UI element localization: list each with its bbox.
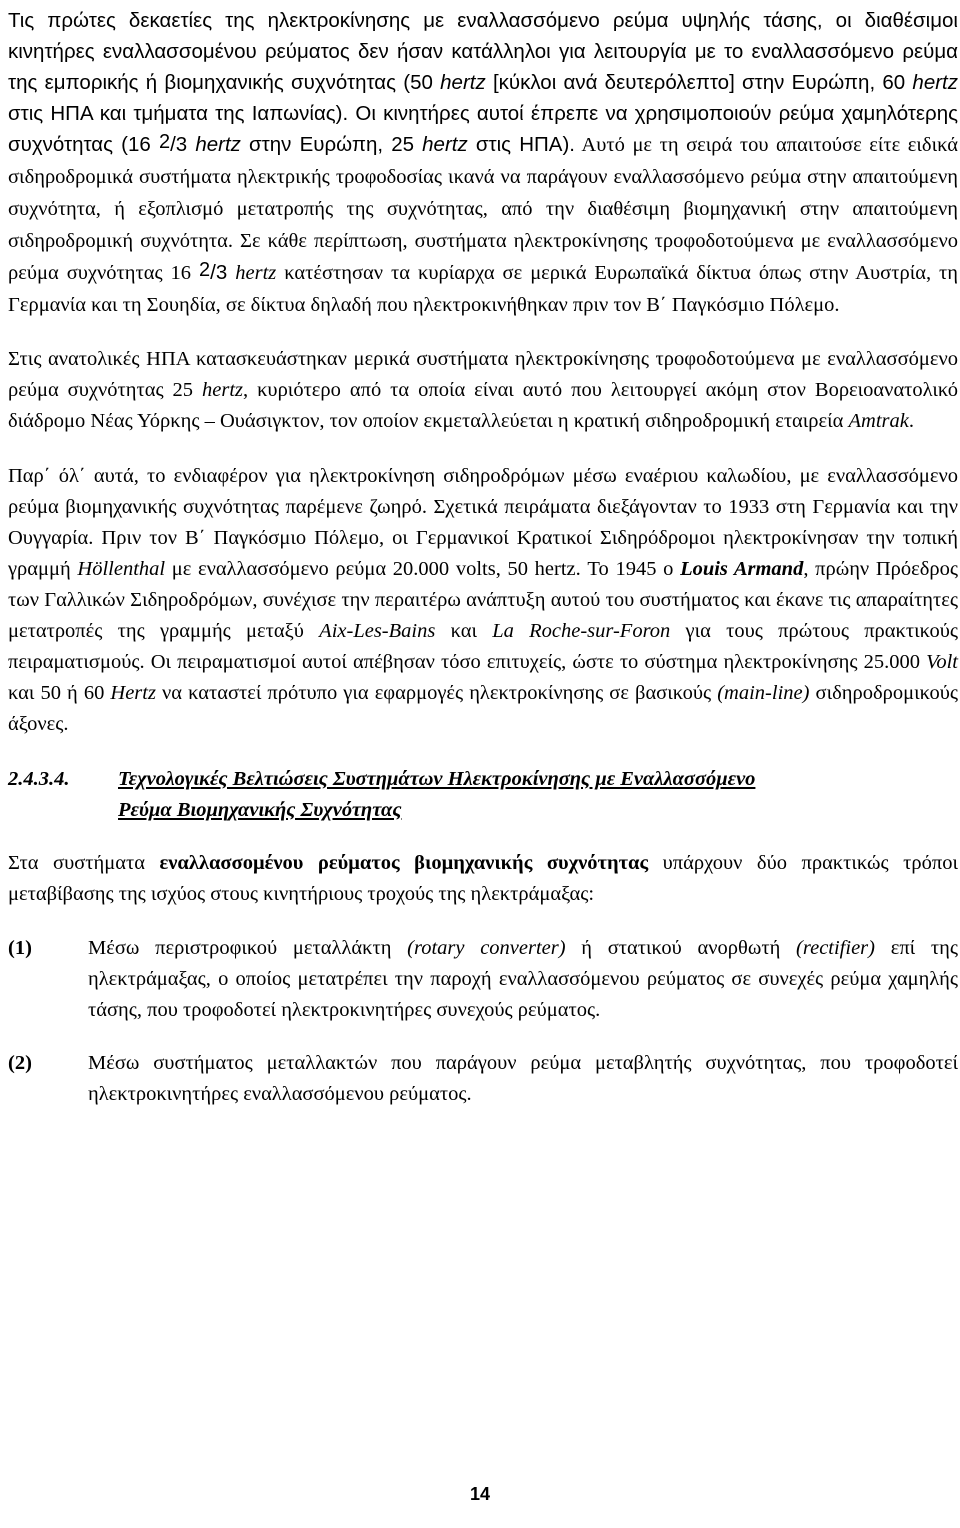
paragraph-eastern-usa [8, 344, 958, 437]
text-run: , πρώην Πρόεδρος των Γαλλικών Σιδηροδρόμων, συνέχισε την περαιτέρω ανάπτυξη αυτού του συστήματος και έκανε τις απαραίτητες μετατροπές της γραμμής μεταξύ [8, 558, 959, 642]
page-number: 14 [469, 1484, 491, 1504]
paragraph-transmission-methods [8, 848, 958, 910]
volt-term: Volt [926, 651, 958, 673]
text-run: Στις ανατολικές ΗΠΑ κατασκευάστηκαν μερικά συστήματα ηλεκτροκίνησης τροφοδοτούμενα με εναλλασσόμενο ρεύμα συχνότητας 25 [8, 348, 958, 401]
hertz-term: hertz [235, 262, 277, 284]
text-run: επί της ηλεκτράμαξας, ο οποίος μετατρέπει την παροχή εναλλασσόμενου ρεύματος σε συνεχές ρεύμα χαμηλής τάσης, που τροφοδοτεί ηλεκτροκινητήρες συνεχούς ρεύματος. [88, 937, 958, 1021]
list-item [8, 1048, 958, 1110]
fraction-denominator: /3 [170, 133, 188, 156]
text-run: Αυτό με τη σειρά του απαιτούσε είτε ειδικά σιδηροδρομικά συστήματα ηλεκτρικής τροφοδοσίας ικανά να παράγουν εναλλασσόμενο ρεύμα στην απαιτούμενη συχνότητα, ή εξοπλισμό μετατροπής της συχνότητας, από την διαθέσιμη βιομηχανική στην απαιτούμενη σιδηροδρομική συχνότητα. [8, 134, 958, 252]
rotary-converter-term: (rotary converter) [407, 937, 566, 959]
list-item-text [88, 933, 958, 1026]
text-run: στις ΗΠΑ). [467, 133, 575, 156]
text-run: Παρ΄ όλ΄ αυτά, το ενδιαφέρον για ηλεκτροκίνηση σιδηροδρόμων μέσω εναέριου καλωδίου, με εναλλασσόμενο ρεύμα βιομηχανικής συχνότητας παρέμενε ζωηρό. Σχετικά πειράματα διεξάγονταν το 1933 στη Γερμανία και την Ουγγαρία. Πριν τον Β΄ Παγκόσμιο Πόλεμο, οι Γερμανικοί Κρατικοί Σιδηρόδρομοι ηλεκτροκίνησαν την τοπική γραμμή [8, 465, 958, 580]
text-run: Τις πρώτες δεκαετίες της ηλεκτροκίνησης με εναλλασσόμενο ρεύμα υψηλής τάσης, οι διαθέσιμοι κινητήρες εναλλασσομένου ρεύματος δεν ήσαν κατάλληλοι για λειτουργία με το εναλλασσόμενο ρεύμα της εμπορικής ή βιομηχανικής συχνότητας (50 [8, 9, 958, 94]
fraction-numerator: 2 [199, 259, 211, 281]
text-run: . [908, 410, 915, 432]
text-run: στις ΗΠΑ και τμήματα της Ιαπωνίας). Οι κινητήρες αυτοί έπρεπε να χρησιμοποιούν ρεύμα χαμηλότερης συχνότητας (16 [8, 102, 958, 156]
text-run: [κύκλοι ανά δευτερόλεπτο] στην Ευρώπη, 60 [485, 71, 913, 94]
text-run: και [435, 620, 493, 642]
document-page [8, 0, 958, 1110]
list-item [8, 933, 958, 1026]
hertz-term: hertz [440, 71, 486, 94]
fraction-numerator: 2 [158, 131, 171, 153]
hertz-term: hertz [422, 133, 468, 156]
text-run: στην Ευρώπη, 25 [240, 133, 423, 156]
text-run: ή στατικού ανορθωτή [565, 937, 797, 959]
text-run: κατέστησαν τα κυρίαρχα σε μερικά Ευρωπαϊκά δίκτυα όπως στην Αυστρία, τη Γερμανία και τη Σουηδία, σε δίκτυα δηλαδή που ηλεκτροκινήθηκαν πριν τον Β΄ Παγκόσμιο Πόλεμο. [8, 262, 959, 316]
text-run: και 50 ή 60 [8, 682, 111, 704]
text-run: Στα συστήματα [8, 852, 160, 874]
hertz-term: hertz [195, 133, 241, 156]
text-run: , κυριότερο από τα οποία είναι αυτό που λειτουργεί ακόμη στον Βορειοανατολικό διάδρομο Νέας Υόρκης – Ουάσιγκτον, τον οποίον εκμεταλλεύεται η κρατική σιδηροδρομική εταιρεία [8, 379, 959, 432]
text-run: με εναλλασσόμενο ρεύμα 20.000 volts, 50 hertz. Το 1945 ο [165, 558, 681, 580]
hollenthal-term: Höllenthal [77, 558, 166, 580]
section-title-line1: Τεχνολογικές Βελτιώσεις Συστημάτων Ηλεκτροκίνησης με Εναλλασσόμενο [118, 768, 756, 790]
hertz-term: hertz [202, 379, 243, 401]
text-run: σιδηροδρομικούς άξονες. [8, 682, 958, 735]
text-run: υπάρχουν δύο πρακτικώς τρόποι μεταβίβασης της ισχύος στους κινητήριους τροχούς της ηλεκτράμαξας: [8, 852, 958, 905]
aix-les-bains-term: Aix-Les-Bains [319, 620, 436, 642]
paragraph-early-ac-electrification [8, 0, 958, 321]
section-title-line2: Ρεύμα Βιομηχανικής Συχνότητας [118, 799, 402, 821]
section-heading [8, 764, 958, 826]
amtrak-term: Amtrak [848, 410, 909, 432]
louis-armand-name: Louis Armand [680, 558, 804, 580]
la-roche-sur-foron-term: La Roche-sur-Foron [492, 620, 671, 642]
list-marker: (2) [8, 1052, 32, 1074]
hertz-term: hertz [912, 71, 958, 94]
text-run: να καταστεί πρότυπο για εφαρμογές ηλεκτροκίνησης σε βασικούς [155, 682, 718, 704]
text-run: Σε κάθε περίπτωση, συστήματα ηλεκτροκίνησης τροφοδοτούμενα με εναλλασσόμενο ρεύμα συχνότητας 16 [8, 230, 958, 284]
list-item-text [88, 1048, 958, 1110]
bold-term: εναλλασσομένου ρεύματος βιομηχανικής συχνότητας [159, 852, 649, 874]
section-number: 2.4.3.4. [8, 768, 70, 790]
list-marker: (1) [8, 937, 32, 959]
hertz-term: Hertz [110, 682, 156, 704]
text-run: για τους πρώτους πρακτικούς πειραματισμούς. Οι πειραματισμοί αυτοί απέβησαν τόσο επιτυχείς, ώστε το σύστημα ηλεκτροκίνησης 25.000 [8, 620, 958, 673]
rectifier-term: (rectifier) [796, 937, 875, 959]
paragraph-industrial-frequency-interest [8, 461, 958, 740]
text-run: Μέσω περιστροφικού μεταλλάκτη [88, 937, 408, 959]
fraction-denominator: /3 [210, 261, 228, 284]
main-line-term: (main-line) [717, 682, 810, 704]
text-run: Μέσω συστήματος μεταλλακτών που παράγουν ρεύμα μεταβλητής συχνότητας, που τροφοδοτεί ηλεκτροκινητήρες εναλλασσόμενου ρεύματος. [88, 1052, 958, 1105]
